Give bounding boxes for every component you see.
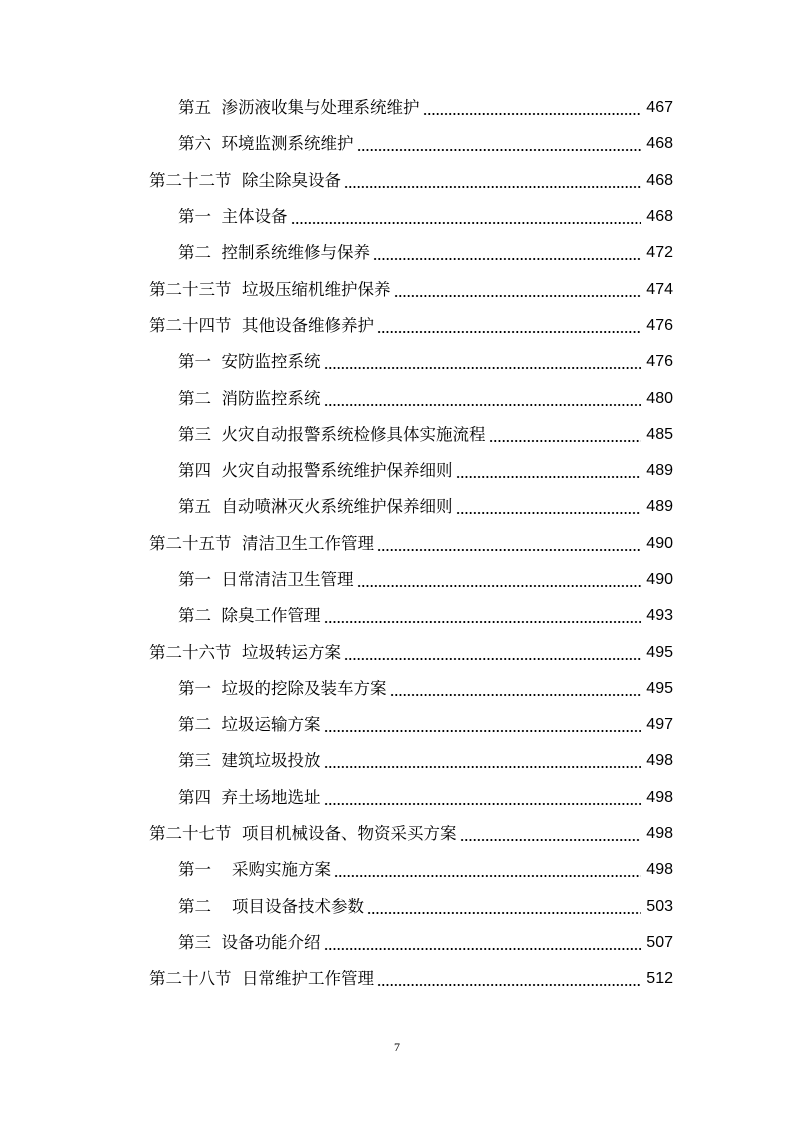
toc-dot-leader xyxy=(373,243,641,263)
toc-entry-page: 498 xyxy=(646,861,673,879)
toc-subsection-entry[interactable] xyxy=(0,743,794,779)
toc-entry-title: 第二十七节 项目机械设备、物资采买方案 xyxy=(149,824,457,844)
toc-dot-leader xyxy=(324,352,642,372)
page-number: 7 xyxy=(394,1040,400,1054)
toc-entry-page: 495 xyxy=(646,679,673,697)
toc-subsection-entry[interactable] xyxy=(0,598,794,634)
toc-dot-leader xyxy=(357,134,642,154)
toc-entry-title: 第一 垃圾的挖除及装车方案 xyxy=(178,678,387,698)
toc-dot-leader xyxy=(456,461,642,481)
toc-entry-page: 493 xyxy=(646,607,673,625)
toc-entry-title: 第一 日常清洁卫生管理 xyxy=(178,570,354,589)
toc-subsection-entry[interactable] xyxy=(0,925,794,961)
toc-subsection-entry[interactable] xyxy=(0,199,794,235)
toc-entry-title: 第六 环境监测系统维护 xyxy=(178,134,354,154)
toc-entry-page: 485 xyxy=(646,425,673,443)
toc-entry-page: 480 xyxy=(646,389,673,407)
toc-entry-page: 503 xyxy=(646,897,673,915)
toc-entry-page: 490 xyxy=(646,534,673,552)
toc-entry-page: 476 xyxy=(646,316,673,334)
toc-section-entry[interactable] xyxy=(0,816,794,852)
toc-dot-leader xyxy=(324,606,642,626)
toc-entry-title: 第四 火灾自动报警系统维护保养细则 xyxy=(178,461,453,481)
toc-entry-title: 第四 弃土场地选址 xyxy=(178,787,321,807)
toc-section-entry[interactable] xyxy=(0,961,794,997)
toc-subsection-entry[interactable] xyxy=(0,780,794,816)
toc-entry-title: 第二 消防监控系统 xyxy=(178,388,321,408)
toc-subsection-entry[interactable] xyxy=(0,707,794,743)
toc-subsection-entry[interactable] xyxy=(0,235,794,271)
toc-dot-leader xyxy=(344,171,641,191)
toc-dot-leader xyxy=(489,425,642,445)
toc-entry-page: 467 xyxy=(646,99,673,117)
toc-entry-title: 第二 项目设备技术参数 xyxy=(178,896,364,916)
toc-entry-page: 468 xyxy=(646,135,673,153)
toc-dot-leader xyxy=(324,788,642,808)
toc-subsection-entry[interactable] xyxy=(0,380,794,416)
toc-entry-page: 489 xyxy=(646,462,673,480)
toc-section-entry[interactable] xyxy=(0,634,794,670)
toc-dot-leader xyxy=(377,316,641,336)
toc-entry-title: 第二十二节 除尘除臭设备 xyxy=(149,170,341,190)
toc-entry-page: 490 xyxy=(646,571,673,588)
toc-dot-leader xyxy=(291,207,642,227)
toc-dot-leader xyxy=(377,534,641,554)
toc-entry-title: 第二十六节 垃圾转运方案 xyxy=(149,642,341,662)
toc-subsection-entry[interactable] xyxy=(0,90,794,126)
toc-entry-title: 第五 自动喷淋灭火系统维护保养细则 xyxy=(178,497,453,517)
toc-dot-leader xyxy=(367,897,641,917)
toc-dot-leader xyxy=(423,98,642,118)
toc-entry-title: 第三 火灾自动报警系统检修具体实施流程 xyxy=(178,424,486,444)
toc-entry-title: 第一 主体设备 xyxy=(178,207,288,227)
toc-entry-title: 第二十三节 垃圾压缩机维护保养 xyxy=(149,279,391,299)
toc-dot-leader xyxy=(456,497,642,517)
toc-entry-page: 498 xyxy=(646,788,673,806)
toc-entry-title: 第二 除臭工作管理 xyxy=(178,606,321,626)
toc-section-entry[interactable] xyxy=(0,163,794,199)
toc-dot-leader xyxy=(394,280,642,300)
toc-entry-title: 第二 垃圾运输方案 xyxy=(178,715,321,735)
toc-entry-title: 第二 控制系统维修与保养 xyxy=(178,243,370,263)
toc-dot-leader xyxy=(357,570,642,590)
toc-section-entry[interactable] xyxy=(0,308,794,344)
toc-dot-leader xyxy=(377,969,641,989)
toc-subsection-entry[interactable] xyxy=(0,126,794,162)
toc-entry-page: 476 xyxy=(646,353,673,371)
toc-entry-page: 498 xyxy=(646,825,673,843)
toc-entry-title: 第二十八节 日常维护工作管理 xyxy=(149,969,374,989)
toc-entry-title: 第一 安防监控系统 xyxy=(178,352,321,372)
toc-dot-leader xyxy=(344,643,641,663)
toc-entry-title: 第五 渗沥液收集与处理系统维护 xyxy=(178,98,420,118)
toc-entry-page: 507 xyxy=(646,933,673,951)
toc-dot-leader xyxy=(324,389,642,409)
toc-entry-page: 468 xyxy=(646,208,673,226)
toc-subsection-entry[interactable] xyxy=(0,489,794,525)
toc-entry-page: 512 xyxy=(646,970,673,988)
toc-entry-page: 489 xyxy=(646,498,673,516)
toc-dot-leader xyxy=(324,715,642,735)
toc-dot-leader xyxy=(460,824,642,844)
toc-section-entry[interactable] xyxy=(0,271,794,307)
toc-subsection-entry[interactable] xyxy=(0,852,794,888)
toc-entry-page: 498 xyxy=(646,752,673,770)
toc-entry-title: 第一 采购实施方案 xyxy=(178,860,331,880)
toc-dot-leader xyxy=(334,860,641,880)
toc-dot-leader xyxy=(324,933,642,953)
toc-subsection-entry[interactable] xyxy=(0,344,794,380)
toc-entry-page: 468 xyxy=(646,171,673,189)
toc-entry-page: 472 xyxy=(646,244,673,262)
toc-subsection-entry[interactable] xyxy=(0,562,794,598)
toc-entry-page: 495 xyxy=(646,643,673,661)
toc-entry-title: 第二十五节 清洁卫生工作管理 xyxy=(149,533,374,553)
table-of-contents xyxy=(0,90,794,997)
toc-section-entry[interactable] xyxy=(0,526,794,562)
toc-entry-title: 第三 建筑垃圾投放 xyxy=(178,751,321,771)
toc-entry-page: 497 xyxy=(646,716,673,734)
toc-entry-page: 474 xyxy=(646,280,673,298)
toc-entry-title: 第二十四节 其他设备维修养护 xyxy=(149,315,374,335)
toc-dot-leader xyxy=(390,679,642,699)
toc-subsection-entry[interactable] xyxy=(0,889,794,925)
toc-entry-title: 第三 设备功能介绍 xyxy=(178,932,321,952)
toc-subsection-entry[interactable] xyxy=(0,453,794,489)
toc-subsection-entry[interactable] xyxy=(0,417,794,453)
toc-dot-leader xyxy=(324,751,642,771)
toc-subsection-entry[interactable] xyxy=(0,671,794,707)
